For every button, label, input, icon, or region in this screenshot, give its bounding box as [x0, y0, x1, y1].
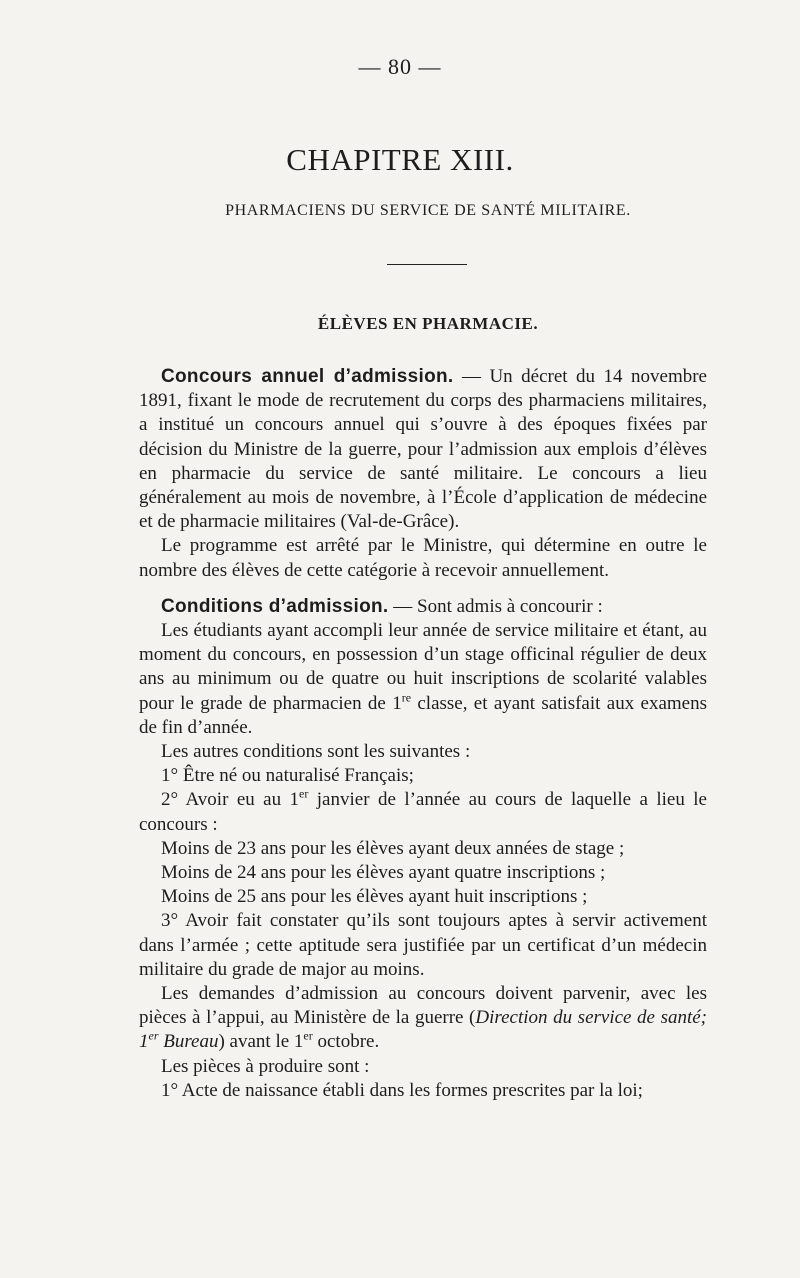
paragraph-demandes	[139, 982, 707, 1055]
age-limit-1: Moins de 23 ans pour les élèves ayant deux années de stage ;	[161, 837, 625, 859]
condition-2-superscript: er	[299, 787, 309, 802]
body-text	[139, 365, 707, 1103]
age-limit-2: Moins de 24 ans pour les élèves ayant quatre inscriptions ;	[161, 862, 606, 884]
demandes-text-b: ) avant le 1	[218, 1031, 304, 1053]
paragraph-concours	[139, 365, 707, 534]
page-number: — 80 —	[358, 54, 442, 79]
paragraph-conditions	[139, 595, 707, 619]
condition-2-text-b: janvier de l’année au cours de laquelle a lieu le concours :	[139, 789, 707, 835]
concours-heading: Concours annuel d’admission.	[161, 366, 454, 387]
demandes-italic-b: Bureau	[158, 1031, 219, 1053]
concours-text: — Un décret du 14 novembre 1891, fixant le mode de recrutement du corps des pharmaciens militaires, a institué un concours annuel qui s’ouvre à des époques fixées par décision du Ministre de la guerre, pour l’admission aux emplois d’élèves en pharmacie du service de santé militaire. Le concours a lieu généralement au mois de novembre, à l’École d’application de médecine et de pharmacie militaires (Val-de-Grâce).	[139, 366, 707, 533]
section-divider	[387, 264, 467, 265]
piece-1: 1° Acte de naissance établi dans les formes prescrites par la loi;	[161, 1079, 643, 1101]
condition-1: 1° Être né ou naturalisé Français;	[161, 765, 414, 787]
paragraph-autres-conditions: Les autres conditions sont les suivantes :	[161, 741, 471, 763]
demandes-text-a: Les demandes d’admission au concours doivent parvenir, avec les pièces à l’appui, au Ministère de la guerre (	[139, 983, 707, 1029]
etudiants-text-b: classe, et ayant satisfait aux examens de fin d’année.	[139, 692, 707, 738]
condition-3: 3° Avoir fait constater qu’ils sont toujours aptes à servir activement dans l’armée ; cette aptitude sera justifiée par un certificat d’un médecin militaire du grade de major au moins.	[139, 910, 707, 980]
demandes-superscript: er	[303, 1029, 313, 1044]
age-limit-3: Moins de 25 ans pour les élèves ayant huit inscriptions ;	[161, 886, 588, 908]
paragraph-pieces: Les pièces à produire sont :	[161, 1055, 370, 1077]
demandes-text-c: octobre.	[312, 1031, 380, 1053]
chapter-title: CHAPITRE XIII.	[286, 142, 514, 177]
demandes-italic-a: Direction du service de santé; 1	[139, 1007, 708, 1053]
etudiants-superscript: re	[401, 690, 412, 705]
chapter-subtitle: PHARMACIENS DU SERVICE DE SANTÉ MILITAIRE.	[225, 202, 631, 219]
paragraph-programme: Le programme est arrêté par le Ministre, qui détermine en outre le nombre des élèves de cette catégorie à recevoir annuellement.	[139, 535, 707, 581]
condition-2-text-a: 2° Avoir eu au 1	[161, 789, 300, 811]
condition-2	[139, 788, 707, 836]
paragraph-etudiants	[139, 619, 707, 740]
demandes-italic-superscript: er	[148, 1029, 159, 1044]
conditions-intro: — Sont admis à concourir :	[388, 595, 603, 617]
etudiants-text-a: Les étudiants ayant accompli leur année de service militaire et étant, au moment du concours, en possession d’un stage officinal régulier de deux ans au minimum ou de quatre ou huit inscriptions de scolarité valables pour le grade de pharmacien de 1	[139, 620, 707, 714]
section-title: ÉLÈVES EN PHARMACIE.	[317, 314, 539, 333]
conditions-heading: Conditions d’admission.	[161, 595, 389, 617]
